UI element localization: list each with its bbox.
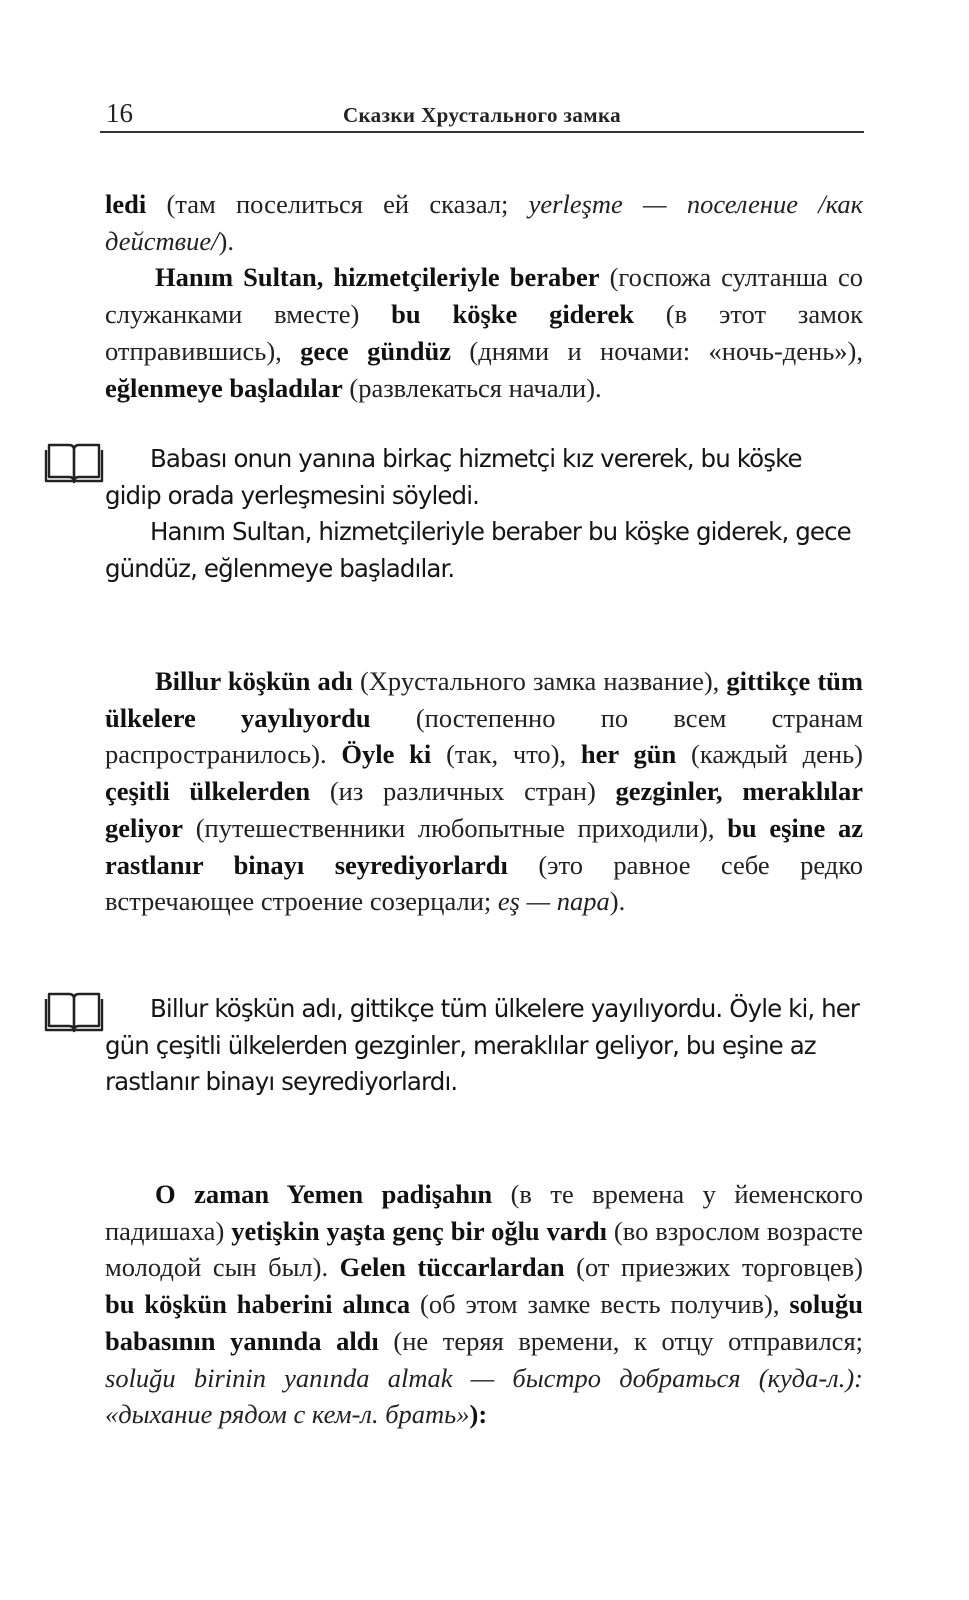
russian-gloss: (развлекаться начали). (342, 372, 602, 403)
punctuation: ). (609, 886, 626, 917)
glossed-paragraph-2 (105, 663, 863, 920)
turkish-phrase: Gelen tüccarlardan (339, 1252, 565, 1283)
russian-gloss: (от приезжих торговцев) (564, 1252, 863, 1283)
turkish-phrase: Hanım Sultan, hizmetçileriyle beraber (155, 262, 600, 293)
punctuation: ): (469, 1399, 488, 1430)
gloss-line (105, 1176, 863, 1433)
turkish-phrase: çeşitli ülkelerden (105, 776, 311, 807)
open-book-icon (44, 440, 104, 486)
russian-gloss: (каждый день) (676, 739, 863, 770)
russian-gloss: (об этом замке весть получив), (410, 1289, 790, 1320)
turkish-reading-text-1 (105, 441, 863, 587)
turkish-phrase: ledi (105, 189, 147, 219)
turkish-phrase: bu köşkün haberini alınca (105, 1289, 411, 1320)
russian-gloss: (днями и ночами: «ночь-день»), (451, 335, 863, 366)
russian-gloss: (в те времена у йеменского падишаха) (105, 1179, 863, 1246)
gloss-line (105, 186, 863, 259)
russian-gloss: (постепенно по всем странам распространилось). (105, 702, 863, 770)
italic-note: yerleşme — поселение /как действие/ (105, 189, 863, 256)
russian-gloss: (не теряя времени, к отцу отправился; (378, 1325, 863, 1356)
turkish-phrase: eğlenmeye başladılar (105, 372, 343, 403)
russian-gloss: (там поселиться ей сказал; (146, 189, 529, 219)
turkish-phrase: yetişkin yaşta genç bir oğlu vardı (231, 1215, 607, 1246)
italic-note: soluğu birinin yanında almak — быстро добраться (куда-л.): «дыхание рядом с кем-л. брать» (105, 1362, 863, 1430)
turkish-phrase: bu köşke giderek (391, 299, 634, 330)
turkish-phrase: Öyle ki (341, 739, 432, 770)
turkish-phrase: her gün (580, 739, 677, 770)
russian-gloss: (госпожа султанша со служанками вместе) (105, 262, 863, 330)
russian-gloss: (это равное себе редко встречающее строение созерцали; (105, 849, 863, 917)
russian-gloss: (из различных стран) (310, 776, 616, 807)
gloss-line (105, 259, 863, 406)
russian-gloss: (в этот замок отправившись), (105, 299, 863, 366)
russian-gloss: (во взрослом возрасте молодой сын был). (105, 1215, 863, 1283)
turkish-reading-text-2 (105, 991, 863, 1101)
turkish-phrase: bu eşine az rastlanır binayı seyrediyorlardı (105, 812, 863, 880)
running-title: Сказки Хрустального замка (342, 103, 622, 127)
russian-gloss: (Хрустального замка название), (352, 666, 727, 696)
glossed-paragraph-1 (105, 186, 863, 406)
italic-note: eş — пара (497, 886, 610, 917)
turkish-phrase: gezginler, meraklılar geliyor (105, 776, 864, 843)
reading-paragraph: Billur köşkün adı, gittikçe tüm ülkelere yayılıyordu. Öyle ki, her gün çeşitli ülkelerden gezginler, meraklılar geliyor, bu eşine az rastlanır binayı seyrediyorlardı. (105, 994, 860, 1096)
gloss-line (105, 663, 863, 920)
turkish-phrase: O zaman Yemen padişahın (155, 1179, 493, 1209)
header-rule (100, 131, 864, 133)
punctuation: ). (218, 225, 234, 256)
glossed-paragraph-3 (105, 1176, 863, 1433)
turkish-phrase: gittikçe tüm ülkelere yayılıyordu (105, 666, 863, 733)
turkish-phrase: gece gündüz (300, 335, 452, 366)
turkish-phrase: Billur köşkün adı (155, 666, 353, 696)
russian-gloss: (так, что), (431, 739, 581, 770)
page-number: 16 (106, 98, 133, 128)
reading-paragraph: Hanım Sultan, hizmetçileriyle beraber bu köşke giderek, gece gündüz, eğlenmeye başladılar. (105, 517, 851, 583)
russian-gloss: (путешественники любопытные приходили), (183, 812, 728, 843)
open-book-icon (44, 989, 104, 1035)
reading-paragraph: Babası onun yanına birkaç hizmetçi kız vererek, bu köşke gidip orada yerleşmesini söyledi. (105, 444, 802, 510)
turkish-phrase: soluğu babasının yanında aldı (105, 1289, 863, 1356)
